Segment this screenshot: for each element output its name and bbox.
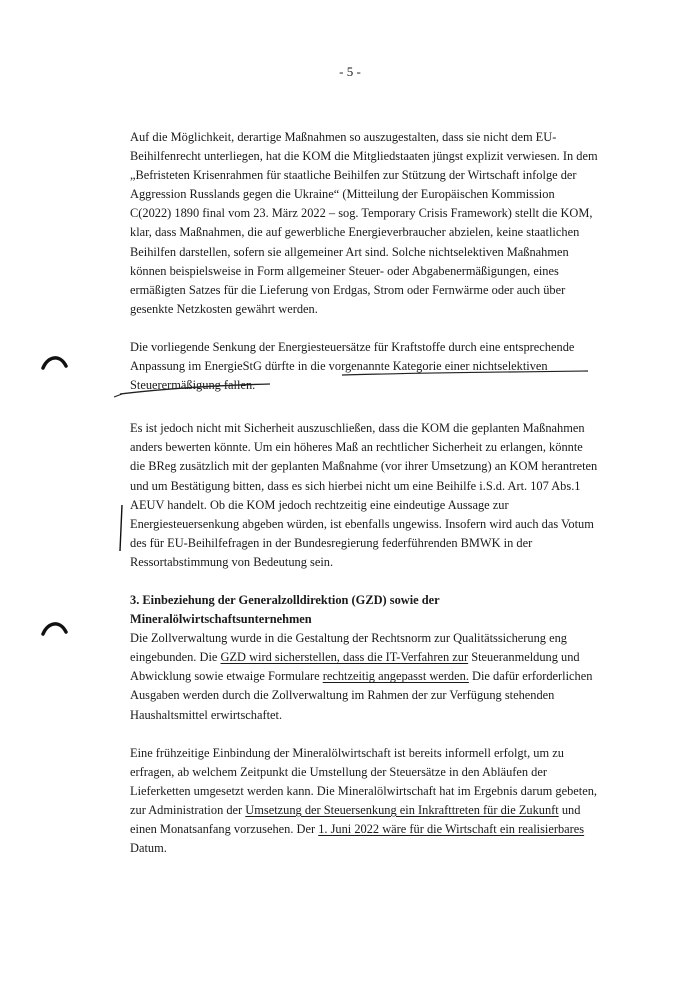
text-line: Eine frühzeitige Einbindung der Mineralölwirtschaft ist bereits informell erfolgt, um zu (130, 745, 564, 760)
text-line: die BReg zusätzlich mit der geplanten Maßnahme (vor ihrer Umsetzung) an KOM herantreten (130, 459, 598, 474)
section-heading (130, 591, 620, 629)
paragraph-rechtssicherheit (130, 419, 620, 572)
margin-caret-mark-1 (40, 352, 70, 372)
text-line: Ressortabstimmung von Bedeutung sein. (130, 554, 334, 569)
text-line: erfragen, ab welchem Zeitpunkt die Umstellung der Steuersätze in den Abläufen der (130, 764, 547, 779)
text-line: Aggression Russlands gegen die Ukraine“ (Mitteilung der Europäischen Kommission (130, 187, 555, 202)
text-line: eingebunden. Die GZD wird sicherstellen, dass die IT-Verfahren zur Steueranmeldung und (130, 650, 580, 665)
underlined-passage: 1. Juni 2022 wäre für die Wirtschaft ein realisierbares (318, 822, 585, 836)
text-line: Die Zollverwaltung wurde in die Gestaltung der Rechtsnorm zur Qualitätssicherung eng (130, 631, 567, 646)
text-line: Beihilfenrecht unterliegen, hat die KOM die Mitgliedstaaten jüngst explizit verwiesen. In dem (130, 149, 598, 164)
text-line: Es ist jedoch nicht mit Sicherheit auszuschließen, dass die KOM die geplanten Maßnahmen (130, 421, 585, 436)
text-line: Die vorliegende Senkung der Energiesteuersätze für Kraftstoffe durch eine entsprechende (130, 339, 575, 354)
underlined-passage: GZD wird sicherstellen, dass die IT-Verfahren zur (220, 650, 469, 665)
text-line: klar, dass Maßnahmen, die auf gewerbliche Energieverbraucher abzielen, keine staatlichen (130, 225, 580, 240)
heading-line: 3. Einbeziehung der Generalzolldirektion (GZD) sowie der (130, 592, 440, 607)
paragraph-energiesteuersenkung (130, 338, 620, 395)
text-line: Haushaltsmittel erwirtschaftet. (130, 707, 283, 722)
text-line: und um Bestätigung bitten, dass es sich hierbei nicht um eine Beihilfe i.S.d. Art. 107 Abs.1 (130, 478, 581, 493)
text-line: C(2022) 1890 final vom 23. März 2022 – sog. Temporary Crisis Framework) stellt die KOM, (130, 206, 593, 221)
text-line: können beispielsweise in Form allgemeiner Steuer- oder Abgabenermäßigungen, eines (130, 263, 559, 278)
text-line: Energiesteuersenkung abgeben würden, ist ebenfalls ungewiss. Insofern wird auch das Votum (130, 516, 594, 531)
underlined-passage: rechtzeitig angepasst werden. (322, 669, 469, 684)
document-body (130, 128, 620, 858)
text-line: anders bewerten könnte. Um ein höheres Maß an rechtlicher Sicherheit zu erlangen, könnte (130, 440, 583, 455)
heading-line: Mineralölwirtschaftsunternehmen (130, 612, 312, 627)
text-line: Anpassung im EnergieStG dürfte in die vorgenannte Kategorie einer nichtselektiven (130, 359, 548, 374)
text-line: „Befristeten Krisenrahmen für staatliche Beihilfen zur Stützung der Wirtschaft infolge der (130, 168, 577, 183)
page-number: - 5 - (339, 64, 361, 79)
text-line: des für EU-Beihilfefragen in der Bundesregierung federführenden BMWK in der (130, 535, 533, 550)
text-line: AEUV handelt. Ob die KOM jedoch rechtzeitig eine eindeutige Aussage zur (130, 497, 509, 512)
text-line: Beihilfen darstellen, sofern sie allgemeiner Art sind. Solche nichtselektiven Maßnahmen (130, 244, 569, 259)
paragraph-beihilfenrecht (130, 128, 620, 319)
text-line: gesenkte Netzkosten gewährt werden. (130, 301, 318, 316)
text-line: Abwicklung sowie etwaige Formulare rechtzeitig angepasst werden. Die dafür erforderlichen (130, 669, 593, 684)
paragraph-zollverwaltung (130, 629, 620, 724)
text-line: einen Monatsanfang vorzusehen. Der 1. Juni 2022 wäre für die Wirtschaft ein realisierbares (130, 822, 585, 836)
text-line: Lieferketten umgesetzt werden kann. Die Mineralölwirtschaft hat im Ergebnis darum gebeten, (130, 783, 598, 798)
margin-bracket-mark (116, 503, 126, 553)
text-line: Steuerermäßigung fallen. (130, 378, 256, 393)
text-line: Auf die Möglichkeit, derartige Maßnahmen so auszugestalten, dass sie nicht dem EU- (130, 130, 557, 144)
underlined-passage: Umsetzung der Steuersenkung ein Inkrafttreten für die Zukunft (245, 802, 559, 817)
text-line: ermäßigten Satzes für die Lieferung von Erdgas, Strom oder Fernwärme oder auch über (130, 282, 566, 297)
text-line: Ausgaben werden durch die Zollverwaltung im Rahmen der zur Verfügung stehenden (130, 688, 555, 703)
text-line: zur Administration der Umsetzung der Steuersenkung ein Inkrafttreten für die Zukunft und (130, 802, 581, 817)
text-line: Datum. (130, 841, 167, 856)
margin-caret-mark-2 (40, 618, 70, 638)
paragraph-mineraloelwirtschaft (130, 744, 620, 859)
